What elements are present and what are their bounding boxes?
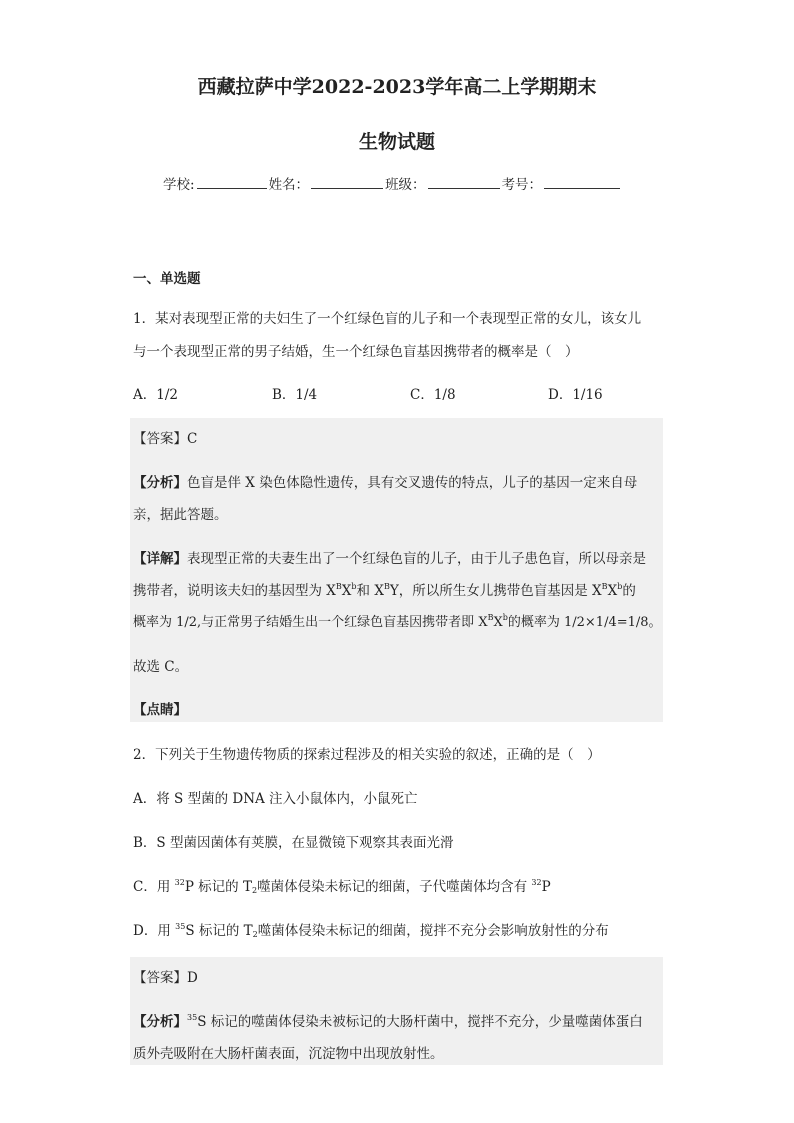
superscript: B: [487, 613, 494, 622]
option-text: S 标记的 T: [185, 923, 253, 939]
option-text: P 标记的 T: [184, 879, 252, 895]
q1-analysis-line2: 亲，据此答题。: [133, 507, 228, 523]
option-text: 噬菌体侵染未标记的细菌，搅拌不充分会影响放射性的分布: [257, 923, 609, 939]
name-label: 姓名：: [268, 177, 310, 193]
exam-number-label: 考号：: [501, 177, 543, 193]
detail-text: 概率为 1/2,与正常男子结婚生出一个红绿色盲基因携带者即 X: [133, 615, 488, 630]
class-label: 班级：: [385, 177, 426, 193]
q1-detail-line2: [133, 579, 636, 599]
superscript: B: [601, 582, 608, 591]
q2-answer: 【答案】D: [133, 970, 198, 986]
detail-text: Y，所以所生女儿携带色盲基因是 X: [389, 583, 602, 599]
subscript: 2: [252, 930, 258, 939]
section-title: 一、单选题: [133, 271, 201, 287]
detail-text: 携带者，说明该夫妇的基因型为 X: [133, 583, 336, 599]
superscript: 35: [187, 1013, 198, 1022]
q1-option-c: C．1/8: [410, 387, 456, 403]
q2-option-c: [133, 875, 551, 895]
q1-detail-line1: [133, 547, 646, 567]
school-blank[interactable]: [197, 175, 267, 189]
option-text: 噬菌体侵染未标记的细菌，子代噬菌体均含有: [257, 879, 532, 895]
q2-option-d: [133, 919, 609, 939]
superscript: 32: [174, 878, 185, 887]
detail-text: 的概率为 1/2×1/4=1/8。: [507, 615, 662, 630]
q1-stem-line1: 1．某对表现型正常的夫妇生了一个红绿色盲的儿子和一个表现型正常的女儿，该女儿: [133, 311, 642, 327]
q2-analysis-line1: [133, 1010, 643, 1030]
q2-option-b: B．S 型菌因菌体有荚膜，在显微镜下观察其表面光滑: [133, 835, 454, 851]
q1-option-b: B．1/4: [272, 387, 318, 403]
q1-solution-block: [130, 418, 663, 722]
school-label: 学校:: [163, 177, 195, 193]
detail-text: 表现型正常的夫妻生出了一个红绿色盲的儿子，由于儿子患色盲，所以母亲是: [187, 551, 646, 567]
detail-text: X: [493, 615, 503, 630]
superscript: 32: [531, 878, 542, 887]
info-fields-row: [163, 173, 622, 193]
q1-dianjing: 【点睛】: [133, 702, 187, 718]
q1-conclusion: 故选 C。: [133, 659, 189, 675]
superscript: b: [617, 582, 623, 591]
option-text: P: [541, 879, 551, 895]
option-text: D．用: [133, 923, 176, 939]
superscript: b: [502, 613, 508, 622]
superscript: 35: [175, 922, 186, 931]
detail-tag: 【详解】: [133, 551, 187, 567]
exam-number-blank[interactable]: [544, 175, 620, 189]
option-text: C．用: [133, 879, 175, 895]
superscript: B: [383, 582, 390, 591]
detail-text: 和 X: [356, 583, 384, 599]
q2-stem: 2．下列关于生物遗传物质的探索过程涉及的相关实验的叙述，正确的是（ ）: [133, 747, 601, 763]
q2-analysis-line2: 质外壳吸附在大肠杆菌表面，沉淀物中出现放射性。: [133, 1046, 444, 1062]
class-blank[interactable]: [428, 175, 500, 189]
name-blank[interactable]: [311, 175, 383, 189]
q1-option-a: A．1/2: [133, 387, 178, 403]
q1-analysis-line1: [133, 471, 637, 491]
detail-text: X: [341, 583, 352, 599]
q1-stem-line2: 与一个表现型正常的男子结婚，生一个红绿色盲基因携带者的概率是（ ）: [133, 344, 579, 360]
document-subtitle: 生物试题: [358, 131, 435, 153]
q1-detail-line3: [133, 611, 662, 630]
detail-text: 的: [622, 583, 636, 599]
analysis-text: 色盲是伴 X 染色体隐性遗传，具有交叉遗传的特点，儿子的基因一定来自母: [187, 475, 638, 491]
subscript: 2: [251, 886, 258, 895]
superscript: b: [351, 582, 357, 591]
q1-answer: 【答案】C: [133, 431, 198, 447]
analysis-tag: 【分析】: [133, 475, 187, 491]
document-title: 西藏拉萨中学2022-2023学年高二上学期期末: [197, 76, 597, 98]
analysis-text: S 标记的噬菌体侵染未被标记的大肠杆菌中，搅拌不充分，少量噬菌体蛋白: [197, 1014, 643, 1030]
q1-option-d: D．1/16: [548, 387, 603, 403]
superscript: B: [335, 582, 342, 591]
analysis-tag: 【分析】: [133, 1014, 187, 1030]
detail-text: X: [607, 583, 618, 599]
q2-option-a: A．将 S 型菌的 DNA 注入小鼠体内，小鼠死亡: [133, 791, 418, 807]
